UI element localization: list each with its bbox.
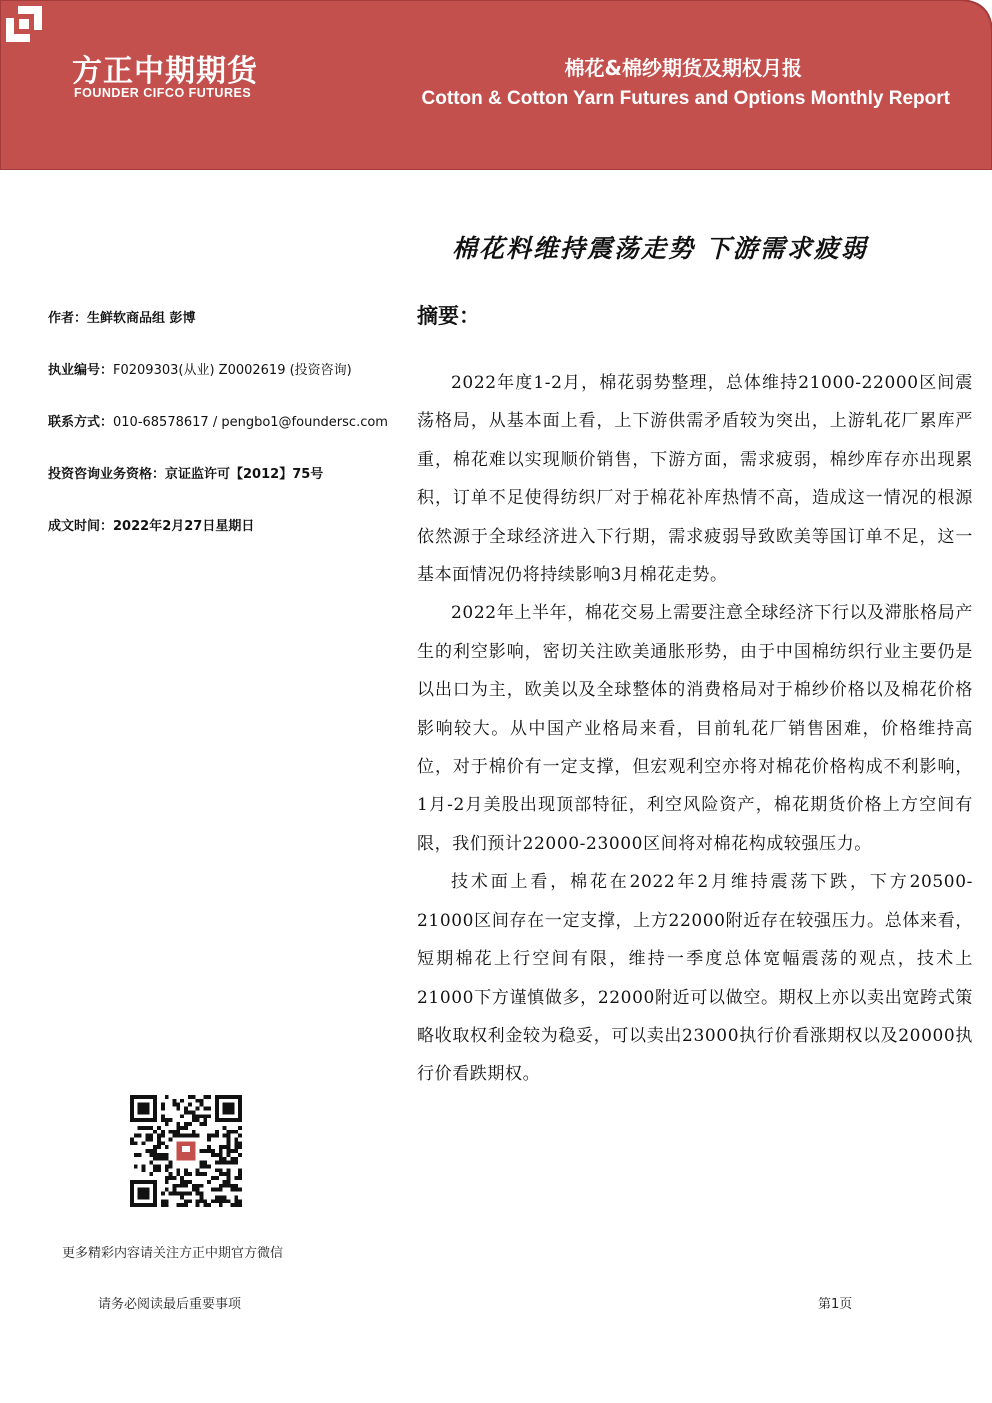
date-label: 成文时间： — [48, 519, 114, 534]
qualification-value: 京证监许可【2012】75号 — [165, 467, 324, 482]
wechat-follow-note: 更多精彩内容请关注方正中期官方微信 — [62, 1246, 284, 1261]
author-value: 生鲜软商品组 彭博 — [87, 311, 196, 326]
wechat-qr-code-icon — [130, 1095, 242, 1207]
brand-name-cn: 方正中期期货 — [72, 54, 258, 89]
founder-logo-icon — [0, 0, 48, 48]
date-row — [48, 514, 408, 566]
date-value: 2022年2月27日星期日 — [113, 519, 255, 534]
summary-paragraph: 2022年度1-2月，棉花弱势整理，总体维持21000-22000区间震荡格局，从基本面上看，上下游供需矛盾较为突出，上游轧花厂累库严重，棉花难以实现顺价销售，下游方面，需求疲弱，棉纱库存亦出现累积，订单不足使得纺织厂对于棉花补库热情不高，造成这一情况的根源依然源于全球经济进入下行期，需求疲弱导致欧美等国订单不足，这一基本面情况仍将持续影响3月棉花走势。 — [417, 373, 973, 586]
qualification-row — [48, 462, 408, 514]
license-value: F0209303(从业) Z0002619 (投资咨询) — [113, 363, 352, 378]
contact-value: 010-68578617 / pengbo1@foundersc.com — [113, 415, 388, 430]
report-title-cn: 棉花&棉纱期货及期权月报 — [564, 56, 802, 80]
report-title-en: Cotton & Cotton Yarn Futures and Options Monthly Report — [421, 88, 950, 109]
license-label: 执业编号： — [48, 363, 114, 378]
summary-heading: 摘要： — [417, 304, 480, 328]
author-row — [48, 306, 408, 358]
contact-label: 联系方式： — [48, 415, 114, 430]
brand-name-en: FOUNDER CIFCO FUTURES — [74, 86, 252, 100]
document-title: 棉花料维持震荡走势 下游需求疲弱 — [452, 234, 868, 263]
page-number: 第1页 — [818, 1297, 853, 1312]
author-label: 作者： — [48, 311, 88, 326]
summary-body — [417, 364, 973, 1094]
footer-disclaimer-note: 请务必阅读最后重要事项 — [98, 1297, 242, 1312]
summary-paragraph: 技术面上看，棉花在2022年2月维持震荡下跌，下方20500-21000区间存在一定支撑，上方22000附近存在较强压力。总体来看，短期棉花上行空间有限，维持一季度总体宽幅震荡的观点，技术上21000下方谨慎做多，22000附近可以做空。期权上亦以卖出宽跨式策略收取权利金较为稳妥，可以卖出23000执行价看涨期权以及20000执行价看跌期权。 — [417, 872, 973, 1085]
license-row — [48, 358, 408, 410]
author-info — [48, 306, 408, 566]
report-header — [0, 0, 992, 170]
contact-row — [48, 410, 408, 462]
qualification-label: 投资咨询业务资格： — [48, 467, 166, 482]
summary-paragraph: 2022年上半年，棉花交易上需要注意全球经济下行以及滞胀格局产生的利空影响，密切关注欧美通胀形势，由于中国棉纺织行业主要仍是以出口为主，欧美以及全球整体的消费格局对于棉纱价格以及棉花价格影响较大。从中国产业格局来看，目前轧花厂销售困难，价格维持高位，对于棉价有一定支撑，但宏观利空亦将对棉花价格构成不利影响，1月-2月美股出现顶部特征，利空风险资产，棉花期货价格上方空间有限，我们预计22000-23000区间将对棉花构成较强压力。 — [417, 603, 973, 854]
